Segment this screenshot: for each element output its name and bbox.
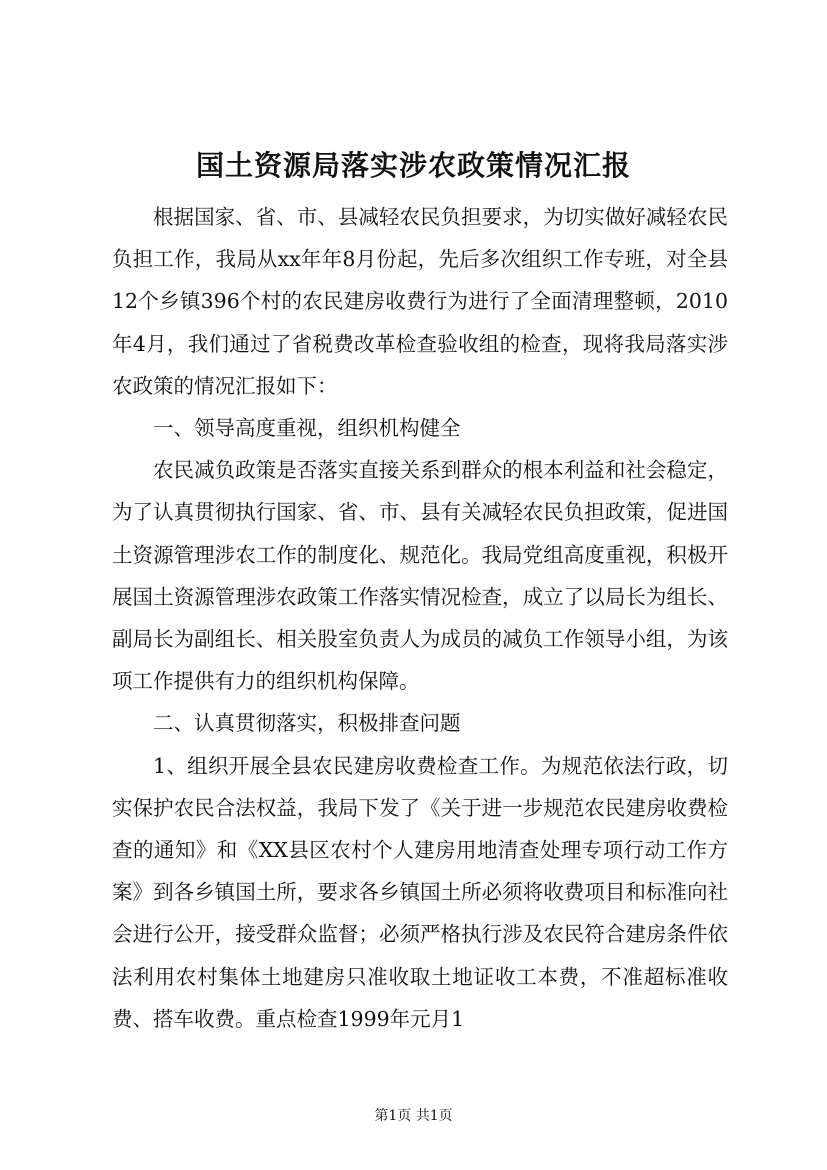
document-body bbox=[112, 196, 728, 1040]
paragraph-section-1: 农民减负政策是否落实直接关系到群众的根本利益和社会稳定，为了认真贯彻执行国家、省、市、县有关减轻农民负担政策，促进国土资源管理涉农工作的制度化、规范化。我局党组高度重视，积极开展国土资源管理涉农政策工作落实情况检查，成立了以局长为组长、副局长为副组长、相关股室负责人为成员的减负工作领导小组，为该项工作提供有力的组织机构保障。 bbox=[112, 458, 728, 694]
section-heading-1: 一、领导高度重视，组织机构健全 bbox=[153, 416, 461, 441]
section-heading-2: 二、认真贯彻落实，积极排查问题 bbox=[153, 711, 461, 736]
page-footer: 第1页 共1页 bbox=[374, 1108, 453, 1124]
paragraph-intro: 根据国家、省、市、县减轻农民负担要求，为切实做好减轻农民负担工作，我局从xx年年8月份起，先后多次组织工作专班，对全县12个乡镇396个村的农民建房收费行为进行了全面清理整顿，2010年4月，我们通过了省税费改革检查验收组的检查，现将我局落实涉农政策的情况汇报如下： bbox=[112, 205, 728, 398]
document-title: 国土资源局落实涉农政策情况汇报 bbox=[195, 149, 631, 182]
paragraph-section-2-item-1: 1、组织开展全县农民建房收费检查工作。为规范依法行政，切实保护农民合法权益，我局下发了《关于进一步规范农民建房收费检查的通知》和《XX县区农村个人建房用地清查处理专项行动工作方案》到各乡镇国土所，要求各乡镇国土所必须将收费项目和标准向社会进行公开，接受群众监督；必须严格执行涉及农民符合建房条件依法利用农村集体土地建房只准收取土地证收工本费，不准超标准收费、搭车收费。重点检查1999年元月1 bbox=[112, 753, 728, 1031]
